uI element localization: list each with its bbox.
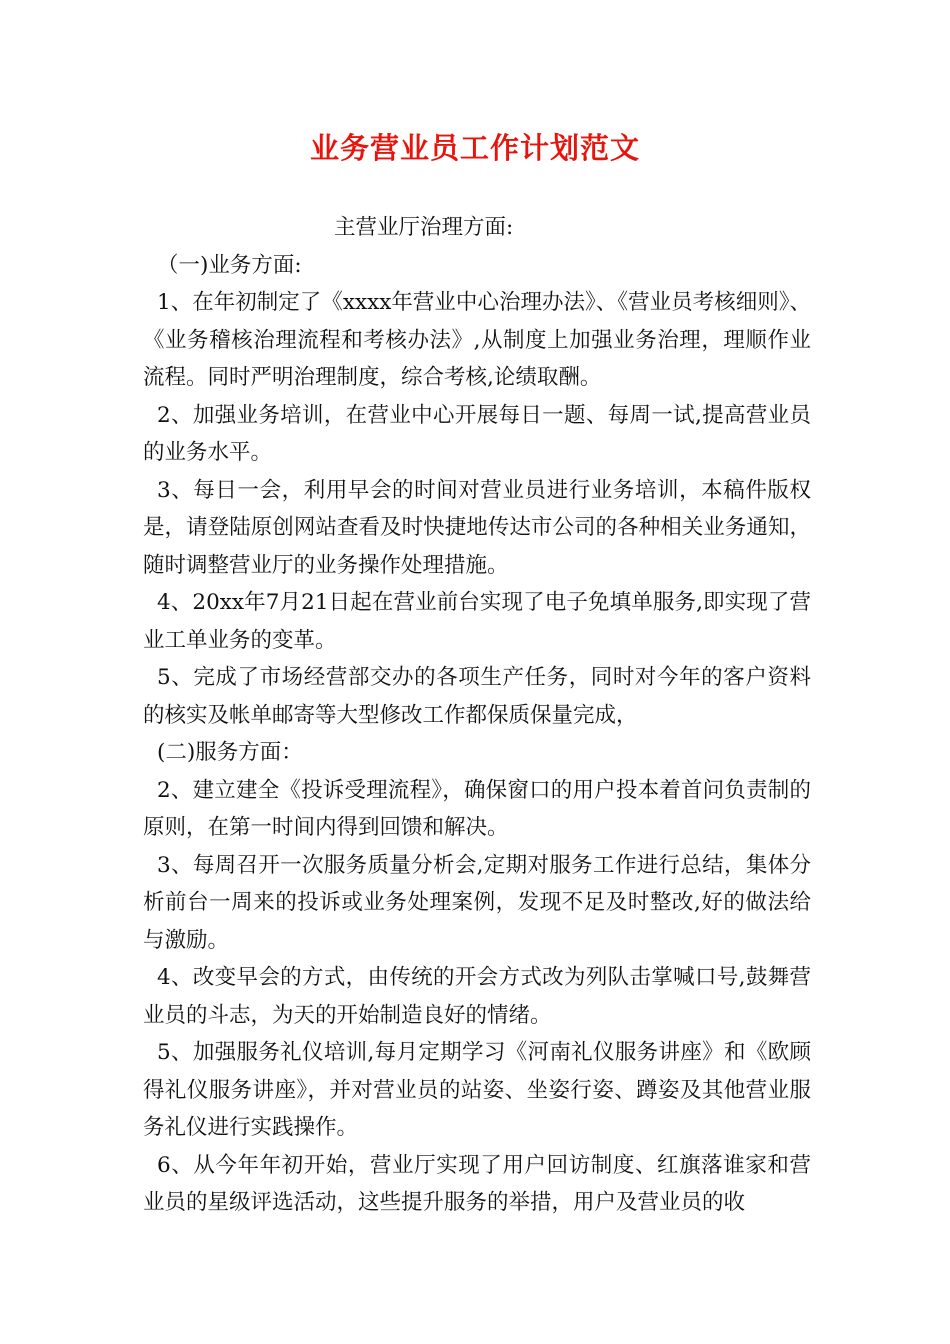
- section-heading-business: （一)业务方面:: [157, 252, 302, 278]
- paragraph-item: 1、在年初制定了《xxxx年营业中心治理办法》、《营业员考核细则》、《业务稽核治理流程和考核办法》,从制度上加强业务治理，理顺作业流程。同时严明治理制度，综合考核,论绩取酬。: [143, 290, 811, 390]
- paragraph-item: 2、建立建全《投诉受理流程》，确保窗口的用户投本着首问负责制的原则，在第一时间内得到回馈和解决。: [143, 777, 811, 840]
- section-heading-service: (二)服务方面：: [157, 740, 303, 765]
- document-body: [143, 209, 811, 1222]
- paragraph-item: 5、完成了市场经营部交办的各项生产任务，同时对今年的客户资料的核实及帐单邮寄等大型修改工作都保质保量完成，: [143, 665, 811, 728]
- paragraph-item: 6、从今年年初开始，营业厅实现了用户回访制度、红旗落谁家和营业员的星级评选活动，这些提升服务的举措，用户及营业员的收: [143, 1152, 811, 1215]
- paragraph-item: 5、加强服务礼仪培训,每月定期学习《河南礼仪服务讲座》和《欧顾得礼仪服务讲座》，并对营业员的站姿、坐姿行姿、蹲姿及其他营业服务礼仪进行实践操作。: [143, 1040, 811, 1140]
- paragraph-item: 2、加强业务培训，在营业中心开展每日一题、每周一试,提高营业员的业务水平。: [143, 402, 811, 465]
- paragraph-item: 4、改变早会的方式，由传统的开会方式改为列队击掌喊口号,鼓舞营业员的斗志，为天的开始制造良好的情绪。: [143, 965, 811, 1028]
- paragraph-item: 3、每日一会，利用早会的时间对营业员进行业务培训，本稿件版权是，请登陆原创网站查看及时快捷地传达市公司的各种相关业务通知，随时调整营业厅的业务操作处理措施。: [143, 477, 811, 578]
- section-main-heading: 主营业厅治理方面:: [334, 215, 514, 240]
- paragraph-item: 3、每周召开一次服务质量分析会,定期对服务工作进行总结，集体分析前台一周来的投诉或业务处理案例，发现不足及时整改,好的做法给与激励。: [143, 852, 811, 953]
- paragraph-item: 4、20xx年7月21日起在营业前台实现了电子免填单服务,即实现了营业工单业务的变革。: [143, 590, 811, 653]
- document-title: 业务营业员工作计划范文: [309, 131, 640, 165]
